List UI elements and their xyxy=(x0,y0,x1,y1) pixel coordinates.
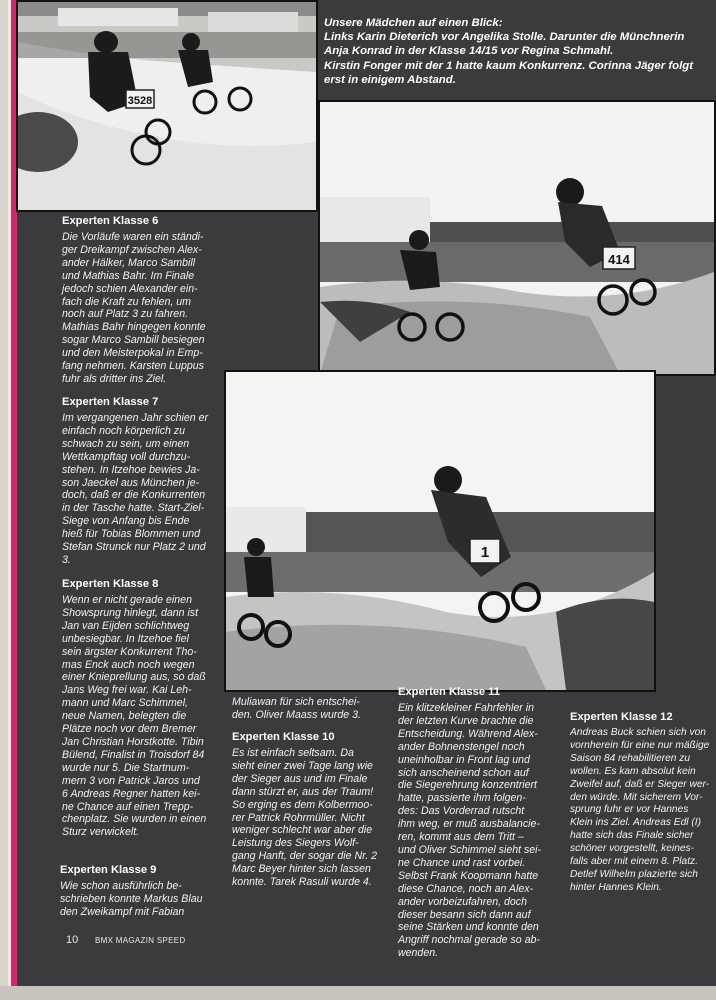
heading-klasse-7: Experten Klasse 7 xyxy=(62,396,159,408)
photo-top-left xyxy=(16,0,318,212)
photo-caption: Unsere Mädchen auf einen Blick: Links Karin Dieterich vor Angelika Stolle. Darunter die Münchnerin Anja Konrad in der Klasse 14/15 vor Regina Schmahl. Kirstin Fonger mit der 1 hatte kaum Konkurrenz. Corinna Jäger folgt erst in einigem Abstand. xyxy=(324,17,693,86)
paper-margin xyxy=(8,0,11,1000)
number-plate: 3528 xyxy=(127,95,153,107)
text-klasse-10: Es ist einfach seltsam. Da sieht einer zwei Tage lang wie der Sieger aus und im Finale dann stürzt er, aus der Traum! So erging es dem Kolbermoo- rer Patrick Rohrmüller. Nicht weniger schlecht war aber die Leistung des Siegers Wolf- gang Hanft, der sogar die Nr. 2 Marc Beyer hinter sich lassen konnte. Tarek Rasuli wurde 4. xyxy=(232,747,378,889)
number-plate: 1 xyxy=(480,544,490,561)
photo-top-right xyxy=(318,100,716,376)
heading-klasse-6: Experten Klasse 6 xyxy=(62,215,159,227)
photo-center xyxy=(224,370,656,692)
text-klasse-11: Ein klitzekleiner Fahrfehler in der letzten Kurve brachte die Entscheidung. Während Alex- ander Bohnenstengel noch uneinholbar in Front lag und sich anscheinend schon auf die Siegerehrung konzentriert hatte, passierte ihm folgen- des: Das Vorderrad rutscht ihm weg, er muß ausbalancie- ren, kommt aus dem Tritt – und Oliver Schimmel sieht sei- ne Chance und rast vorbei. Selbst Frank Koopmann hatte diese Chance, noch an Alex- ander vorbeizufahren, doch dieser besann sich dann auf seine Stärken und konnte den Angriff nochmal gerade so ab- wenden. xyxy=(398,702,542,960)
magazine-page xyxy=(8,0,716,1000)
text-klasse-7: Im vergangenen Jahr schien er einfach noch körperlich zu schwach zu sein, um einen Wettkampftag voll durchzu- stehen. In Itzehoe bewies Ja- son Jaeckel aus München je- doch, daß er die Konkurrenten in der Tasche hatte. Start-Ziel- Siege von Anfang bis Ende hieß für Tobias Blommen und Stefan Strunck nur Platz 2 und 3. xyxy=(62,412,209,566)
heading-klasse-9: Experten Klasse 9 xyxy=(60,864,157,876)
text-klasse-9-continued: Muliawan für sich entschei- den. Oliver Maass wurde 3. xyxy=(232,696,361,721)
heading-klasse-12: Experten Klasse 12 xyxy=(570,711,673,723)
heading-klasse-8: Experten Klasse 8 xyxy=(62,578,159,590)
text-klasse-9: Wie schon ausführlich be- schrieben konnte Markus Blau den Zweikampf mit Fabian xyxy=(60,880,203,918)
number-plate: 414 xyxy=(608,252,630,267)
text-klasse-8: Wenn er nicht gerade einen Showsprung hinlegt, dann ist Jan van Eijden schlichtweg unbesiegbar. In Itzehoe fiel sein ärgster Konkurrent Tho- mas Enck auch noch wegen einer Knieprellung aus, so daß Jans Weg frei war. Kai Leh- mann und Marc Schimmel, neue Namen, belegten die Plätze noch vor dem Bremer Jan Christian Horstkotte. Tibin Bülend, Finalist in Troisdorf 84 wurde nur 5. Die Startnum- mern 3 von Patrick Jaros und 6 Andreas Regner hatten kei- ne Chance auf einen Trepp- chenplatz. Sie wurden in einen Sturz verwickelt. xyxy=(62,594,207,839)
magazine-name: BMX MAGAZIN SPEED xyxy=(95,936,186,945)
heading-klasse-11: Experten Klasse 11 xyxy=(398,686,500,698)
text-klasse-12: Andreas Buck schien sich von vornherein für eine nur mäßige Saison 84 rehabilitieren zu wollen. Es kam absolut kein Zweifel auf, daß er Sieger wer- den würde. Mit sicherem Vor- sprung fuhr er vor Hannes Klein ins Ziel. Andreas Edl (I) hatte sich das Finale sicher schöner vorgestellt, keines- falls aber mit einem 8. Platz. Detlef Wilhelm plazierte sich hinter Hannes Klein. xyxy=(570,727,710,893)
page-footer xyxy=(66,934,185,946)
page-number: 10 xyxy=(66,934,79,946)
paper-bottom-edge xyxy=(0,986,716,1000)
heading-klasse-10: Experten Klasse 10 xyxy=(232,731,335,743)
text-klasse-6: Die Vorläufe waren ein ständi- ger Dreikampf zwischen Alex- ander Hälker, Marco Sambill und Mathias Bahr. Im Finale jedoch schien Alexander ein- fach die Kraft zu fehlen, um noch auf Platz 3 zu fahren. Mathias Bahr hingegen konnte sogar Marco Sambill besiegen und den Meisterpokal in Emp- fang nehmen. Karsten Luppus fuhr als dritter ins Ziel. xyxy=(62,231,206,385)
